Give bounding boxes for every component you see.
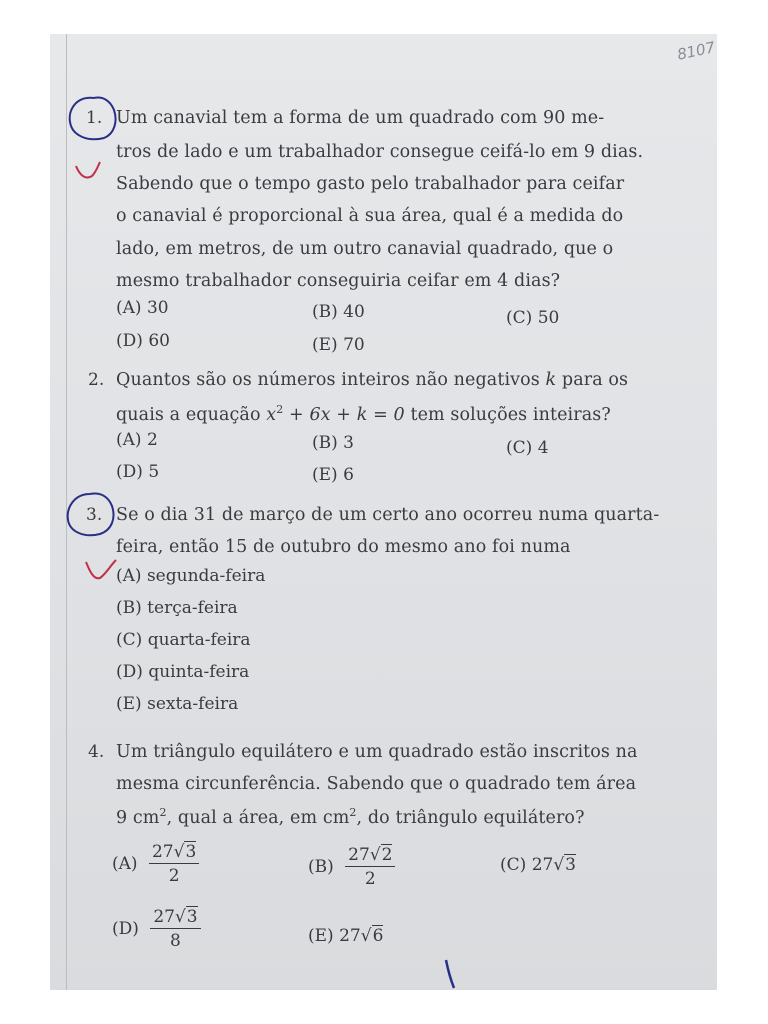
question-text-line: Um canavial tem a forma de um quadrado com 90 me- — [116, 108, 605, 128]
option-b: (B) terça-feira — [116, 598, 238, 618]
option-e: (E) 6 — [312, 465, 354, 485]
question-number: 2. — [88, 370, 105, 390]
option-b: (B) $\frac{27√2}{2}$ — [308, 845, 395, 889]
question-text-line: tros de lado e um trabalhador consegue ceifá-lo em 9 dias. — [116, 142, 644, 162]
option-c: (C) 27√3 — [500, 855, 576, 875]
question-text-line: Sabendo que o tempo gasto pelo trabalhador para ceifar — [116, 174, 625, 194]
question-number: 3. — [86, 505, 103, 525]
question-text-line: Um triângulo equilátero e um quadrado estão inscritos na — [116, 742, 638, 762]
option-c: (C) 4 — [506, 438, 549, 458]
option-d: (D) $\frac{27√3}{8}$ — [112, 907, 201, 951]
option-d: (D) 5 — [116, 462, 160, 482]
option-e: (E) sexta-feira — [116, 694, 239, 714]
option-e: (E) 70 — [312, 335, 365, 355]
option-b: (B) 40 — [312, 302, 365, 322]
question-text-line: mesma circunferência. Sabendo que o quadrado tem área — [116, 774, 637, 794]
question-number: 1. — [86, 108, 103, 128]
option-a: (A) 30 — [116, 298, 169, 318]
question-text-line: feira, então 15 de outubro do mesmo ano foi numa — [116, 537, 571, 557]
question-text-line: lado, em metros, de um outro canavial quadrado, que o — [116, 239, 614, 259]
question-text-line: 9 $cm^2$, qual a área, em $cm^2$, do triângulo equilátero? — [116, 806, 585, 828]
option-a: (A) 2 — [116, 430, 158, 450]
option-c: (C) 50 — [506, 308, 560, 328]
option-a: (A) $\frac{27√3}{2}$ — [112, 842, 199, 886]
handwritten-page-note: 8107 — [675, 38, 717, 64]
question-text-line: Quantos são os números inteiros não negativos k para os — [116, 370, 629, 390]
option-c: (C) quarta-feira — [116, 630, 251, 650]
margin-rule — [66, 34, 67, 990]
question-number: 4. — [88, 742, 105, 762]
option-d: (D) 60 — [116, 331, 170, 351]
option-b: (B) 3 — [312, 433, 354, 453]
question-text-line: Se o dia 31 de março de um certo ano ocorreu numa quarta- — [116, 505, 660, 525]
question-text-line: quais a equação $x^2 + 6x + k = 0$ tem soluções inteiras? — [116, 403, 611, 425]
question-text-line: mesmo trabalhador conseguiria ceifar em 4 dias? — [116, 271, 561, 291]
option-a: (A) segunda-feira — [116, 566, 266, 586]
option-d: (D) quinta-feira — [116, 662, 250, 682]
question-text-line: o canavial é proporcional à sua área, qual é a medida do — [116, 206, 624, 226]
option-e: (E) 27√6 — [308, 926, 384, 946]
